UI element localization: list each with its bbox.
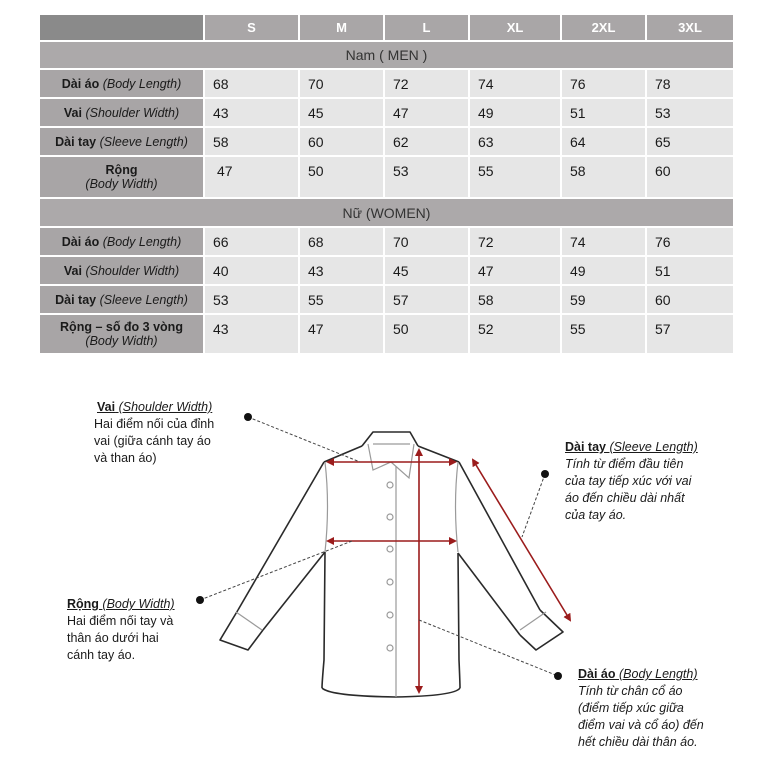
row-label-en: (Sleeve Length)	[99, 292, 188, 307]
value-cell: 60	[647, 286, 733, 313]
annotation-title-vi: Dài tay	[565, 440, 606, 454]
row-label-en: (Shoulder Width)	[85, 263, 180, 278]
section-title-women: Nữ (WOMEN)	[40, 199, 733, 226]
value-cell: 51	[562, 99, 647, 126]
value-cell: 53	[205, 286, 300, 313]
annotation-shoulder-width	[94, 399, 244, 467]
value-cell: 68	[205, 70, 300, 97]
value-cell: 47	[385, 99, 470, 126]
value-cell: 64	[562, 128, 647, 155]
value-cell: 72	[385, 70, 470, 97]
annotation-title-en: (Body Length)	[619, 667, 698, 681]
value-cell: 74	[562, 228, 647, 255]
desc-line: (điểm tiếp xúc giữa	[578, 701, 684, 715]
annotation-desc	[565, 456, 713, 524]
annotation-title-en: (Sleeve Length)	[609, 440, 698, 454]
annotation-body-length	[578, 666, 726, 751]
shirt-buttons	[387, 482, 393, 651]
desc-line: Tính từ điểm đầu tiên	[565, 457, 684, 471]
value-cell: 49	[562, 257, 647, 284]
size-header-2xl: 2XL	[562, 15, 647, 40]
sleeve-length-arrow	[473, 460, 570, 620]
value-cell: 70	[300, 70, 385, 97]
value-cell: 55	[300, 286, 385, 313]
desc-line: và than áo)	[94, 451, 157, 465]
desc-line: vai (giữa cánh tay áo	[94, 434, 211, 448]
value-cell: 59	[562, 286, 647, 313]
row-label-vi: Vai	[63, 263, 82, 278]
row-label-vi: Dài áo	[61, 234, 100, 249]
value-cell: 43	[205, 99, 300, 126]
length-dot-icon	[554, 672, 562, 680]
value-cell: 40	[205, 257, 300, 284]
size-header-xl: XL	[470, 15, 562, 40]
leader-dots	[196, 413, 562, 680]
value-cell: 58	[562, 157, 647, 197]
desc-line: của tay tiếp xúc với vai	[565, 474, 692, 488]
annotation-title-vi: Vai	[97, 400, 116, 414]
row-label-en: (Shoulder Width)	[85, 105, 180, 120]
row-label-en: (Body Length)	[102, 234, 182, 249]
annotation-desc	[67, 613, 207, 664]
value-cell: 43	[300, 257, 385, 284]
value-cell: 72	[470, 228, 562, 255]
value-cell: 43	[205, 315, 300, 353]
row-label-vi: Dài áo	[61, 76, 100, 91]
value-cell: 66	[205, 228, 300, 255]
row-label-en: (Body Width)	[85, 334, 158, 348]
value-cell: 58	[470, 286, 562, 313]
desc-line: Hai điểm nối của đỉnh	[94, 417, 215, 431]
value-cell: 70	[385, 228, 470, 255]
value-cell: 50	[385, 315, 470, 353]
value-cell: 51	[647, 257, 733, 284]
value-cell: 47	[300, 315, 385, 353]
value-cell: 57	[647, 315, 733, 353]
desc-line: cánh tay áo.	[67, 648, 136, 662]
desc-line: thân áo dưới hai	[67, 631, 159, 645]
row-label-en: (Sleeve Length)	[99, 134, 188, 149]
annotation-sleeve-length	[565, 439, 713, 524]
row-label-en: (Body Width)	[85, 177, 158, 191]
value-cell: 47	[470, 257, 562, 284]
size-header-s: S	[205, 15, 300, 40]
desc-line: Hai điểm nối tay và	[67, 614, 174, 628]
value-cell: 76	[647, 228, 733, 255]
annotation-title	[578, 666, 726, 683]
value-cell: 68	[300, 228, 385, 255]
value-cell: 60	[647, 157, 733, 197]
sleeve-dot-icon	[541, 470, 549, 478]
row-label-vi: Dài tay	[55, 134, 97, 149]
value-cell: 63	[470, 128, 562, 155]
value-cell: 57	[385, 286, 470, 313]
annotation-title	[565, 439, 713, 456]
row-label-en: (Body Length)	[102, 76, 182, 91]
annotation-title-vi: Dài áo	[578, 667, 616, 681]
value-cell: 52	[470, 315, 562, 353]
value-cell: 53	[385, 157, 470, 197]
desc-line: điểm vai và cổ áo) đến	[578, 718, 704, 732]
value-cell: 74	[470, 70, 562, 97]
annotation-desc	[578, 683, 726, 751]
row-label-vi: Rộng – số đo 3 vòng	[60, 320, 183, 334]
value-cell: 45	[385, 257, 470, 284]
value-cell: 49	[470, 99, 562, 126]
leader-lines	[200, 417, 558, 676]
row-label-vi: Vai	[63, 105, 82, 120]
size-header-3xl: 3XL	[647, 15, 733, 40]
section-title-men: Nam ( MEN )	[40, 42, 733, 68]
annotation-title-en: (Shoulder Width)	[118, 400, 213, 414]
value-cell: 55	[470, 157, 562, 197]
value-cell: 53	[647, 99, 733, 126]
size-header-l: L	[385, 15, 470, 40]
desc-line: Tính từ chân cổ áo	[578, 684, 683, 698]
desc-line: hết chiều dài thân áo.	[578, 735, 698, 749]
desc-line: áo đến chiều dài nhất	[565, 491, 685, 505]
annotation-title-en: (Body Width)	[102, 597, 175, 611]
annotation-desc	[94, 416, 244, 467]
value-cell: 76	[562, 70, 647, 97]
row-label-vi: Rộng	[105, 163, 138, 177]
annotation-title-vi: Rộng	[67, 597, 99, 611]
value-cell: 60	[300, 128, 385, 155]
annotation-title	[94, 399, 244, 416]
size-header-m: M	[300, 15, 385, 40]
value-cell: 45	[300, 99, 385, 126]
shirt-outline	[220, 432, 563, 697]
shoulder-dot-icon	[244, 413, 252, 421]
value-cell: 55	[562, 315, 647, 353]
value-cell: 58	[205, 128, 300, 155]
annotation-title	[67, 596, 207, 613]
value-cell: 78	[647, 70, 733, 97]
row-label-vi: Dài tay	[55, 292, 97, 307]
desc-line: của tay áo.	[565, 508, 627, 522]
value-cell: 65	[647, 128, 733, 155]
measure-arrows	[328, 450, 570, 692]
value-cell: 47	[205, 157, 300, 197]
value-cell: 62	[385, 128, 470, 155]
annotation-body-width	[67, 596, 207, 664]
value-cell: 50	[300, 157, 385, 197]
